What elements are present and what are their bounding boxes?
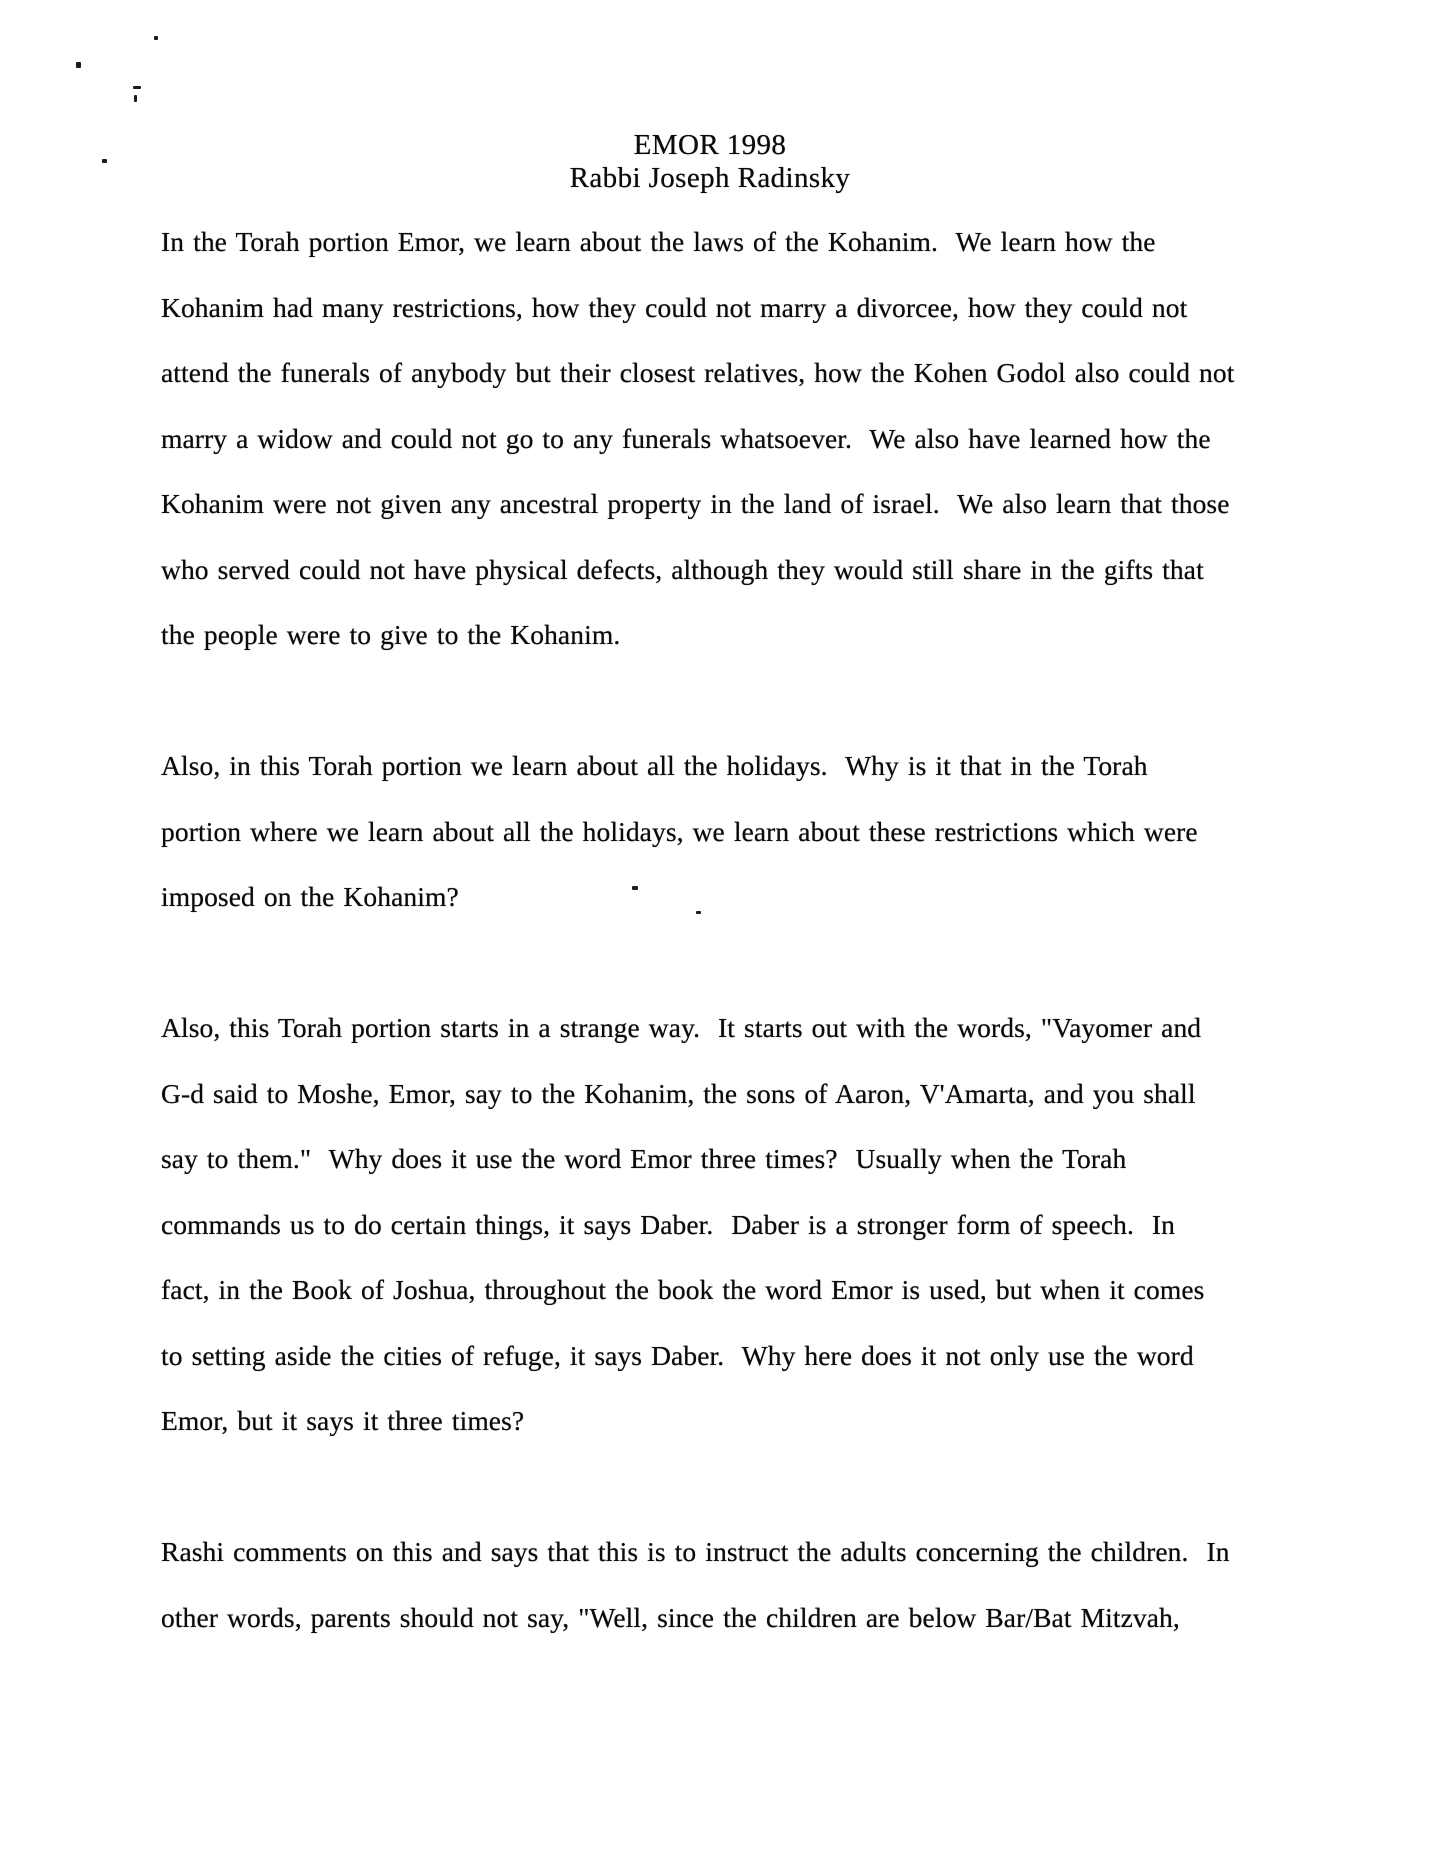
text-line: Also, in this Torah portion we learn about all the holidays. Why is it that in the Torah (161, 750, 1148, 781)
text-line: portion where we learn about all the holidays, we learn about these restrictions which were (161, 815, 1198, 847)
paragraph-2 (161, 733, 1331, 930)
document-author: Rabbi Joseph Radinsky (569, 162, 851, 194)
text-line: the people were to give to the Kohanim. (161, 619, 621, 650)
text-line: Emor, but it says it three times? (161, 1405, 525, 1436)
document-header (0, 129, 1420, 195)
text-line: In the Torah portion Emor, we learn about the laws of the Kohanim. We learn how the (161, 226, 1156, 257)
text-line: Kohanim had many restrictions, how they could not marry a divorcee, how they could not (161, 291, 1188, 323)
text-line: commands us to do certain things, it says Daber. Daber is a stronger form of speech. In (161, 1208, 1176, 1240)
scan-speck (696, 911, 701, 914)
paragraph-1 (161, 209, 1331, 668)
text-line: G-d said to Moshe, Emor, say to the Kohanim, the sons of Aaron, V'Amarta, and you shall (161, 1077, 1196, 1109)
scan-speck (102, 159, 107, 163)
scan-speck (154, 36, 158, 40)
scan-speck (632, 886, 638, 890)
document-title: EMOR 1998 (633, 129, 787, 161)
text-line: other words, parents should not say, "Well, since the children are below Bar/Bat Mitzvah, (161, 1601, 1180, 1633)
text-line: marry a widow and could not go to any funerals whatsoever. We also have learned how the (161, 422, 1211, 454)
text-line: Also, this Torah portion starts in a strange way. It starts out with the words, "Vayomer and (161, 1012, 1202, 1043)
text-line: to setting aside the cities of refuge, it says Daber. Why here does it not only use the word (161, 1339, 1194, 1371)
text-line: attend the funerals of anybody but their closest relatives, how the Kohen Godol also could not (161, 357, 1235, 388)
text-line: Kohanim were not given any ancestral property in the land of israel. We also learn that those (161, 488, 1230, 519)
text-line: imposed on the Kohanim? (161, 881, 459, 912)
scan-speck (133, 86, 141, 89)
text-line: say to them." Why does it use the word Emor three times? Usually when the Torah (161, 1143, 1127, 1174)
scan-speck (134, 95, 137, 102)
text-line: who served could not have physical defects, although they would still share in the gifts that (161, 553, 1204, 585)
document-body (161, 209, 1331, 1650)
text-line: fact, in the Book of Joshua, throughout the book the word Emor is used, but when it comes (161, 1274, 1205, 1305)
scan-speck (76, 62, 81, 68)
text-line: Rashi comments on this and says that this is to instruct the adults concerning the children. In (161, 1536, 1230, 1567)
paragraph-4 (161, 1519, 1331, 1650)
paragraph-3 (161, 995, 1331, 1454)
